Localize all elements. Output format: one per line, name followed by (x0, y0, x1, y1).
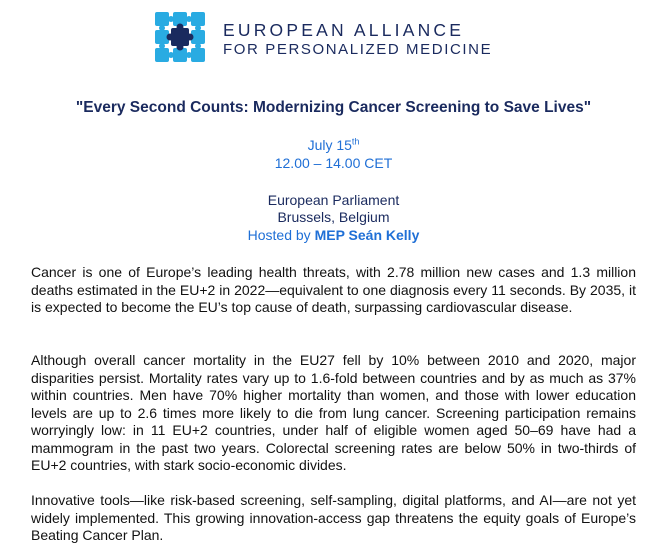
event-date-day: July 15 (307, 137, 352, 153)
header (155, 12, 515, 62)
host-prefix: Hosted by (247, 227, 315, 243)
organization-name (223, 20, 492, 59)
org-name-line1: EUROPEAN ALLIANCE (223, 20, 465, 40)
puzzle-grid-logo-icon (155, 12, 205, 62)
event-time: 12.00 – 14.00 CET (274, 155, 393, 171)
paragraph-2: Although overall cancer mortality in the EU27 fell by 10% between 2010 and 2020, major disparities persist. Mortality rates vary up to 1.6-fold between countries and by as much as 37% within countries. Men have 70% higher mortality than women, and those with lower education levels are up to 2.6 times more likely to die from lung cancer. Screening participation remains worryingly low: in 11 EU+2 countries, under half of eligible women aged 50–69 have had a mammogram in the past two years. Colorectal screening rates are below 50% in two-thirds of EU+2 countries, with stark socio-economic divides. (31, 352, 636, 473)
event-host (0, 227, 667, 244)
host-name: MEP Seán Kelly (314, 227, 420, 243)
venue-line1: European Parliament (267, 192, 400, 208)
paragraph-1: Cancer is one of Europe’s leading health threats, with 2.78 million new cases and 1.3 million deaths estimated in the EU+2 in 2022—equivalent to one diagnosis every 11 seconds. By 2035, it is expected to become the EU’s top cause of death, surpassing cardiovascular disease. (31, 264, 636, 315)
org-name-line2: FOR PERSONALIZED MEDICINE (223, 41, 493, 58)
paragraph-3: Innovative tools—like risk-based screening, self-sampling, digital platforms, and AI—are not yet widely implemented. This growing innovation-access gap threatens the equity goals of Europe’s Beating Cancer Plan. (31, 492, 636, 543)
event-date-suffix: th (351, 136, 360, 147)
event-title: "Every Second Counts: Modernizing Cancer Screening to Save Lives" (75, 99, 592, 116)
venue-line2: Brussels, Belgium (277, 209, 390, 225)
event-date (0, 137, 667, 154)
